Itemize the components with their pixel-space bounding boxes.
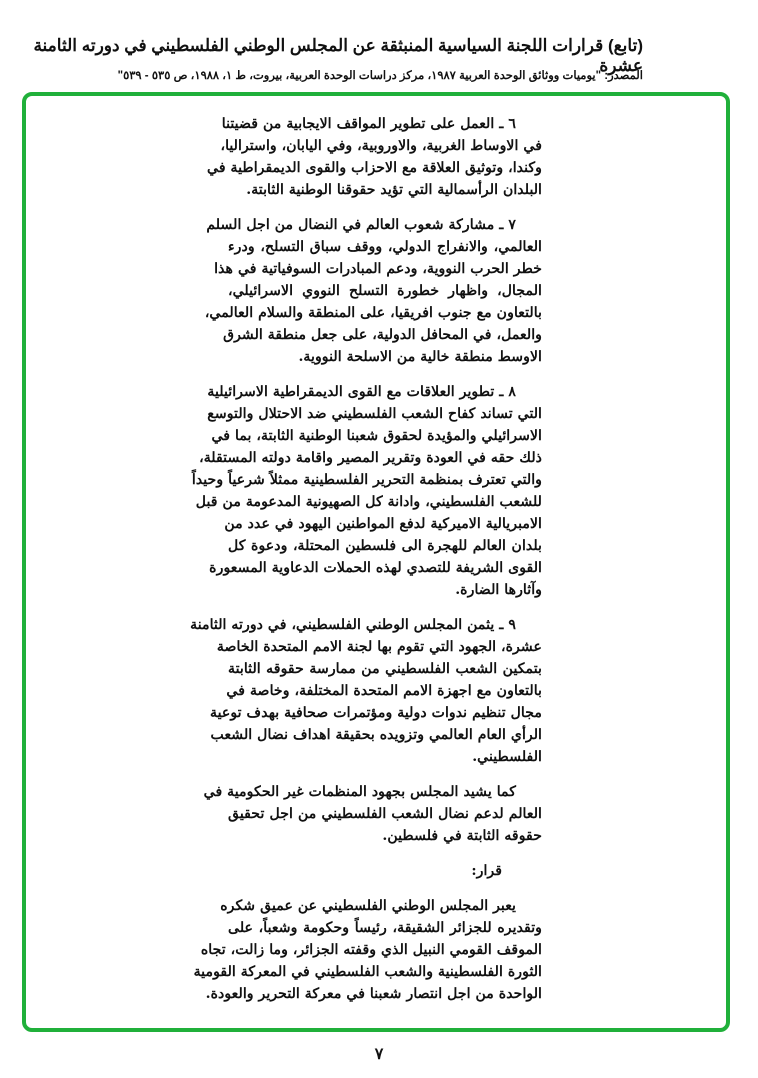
- text-line: ٧ ـ مشاركة شعوب العالم في النضال من اجل السلم: [206, 217, 516, 233]
- text-line: وتقديره للجزائر الشقيقة، رئيساً وحكومة وشعباً، على: [228, 920, 542, 936]
- text-line: الثورة الفلسطينية والشعب الفلسطيني في المعركة القومية: [193, 964, 542, 980]
- text-line: والتي تعترف بمنظمة التحرير الفلسطينية ممثلاً شرعياً وحيداً: [191, 472, 542, 488]
- text-line: البلدان الرأسمالية التي تؤيد حقوقنا الوطنية الثابتة.: [246, 182, 542, 198]
- text-line: وآثارها الضارة.: [455, 582, 542, 598]
- text-line: للشعب الفلسطيني، وادانة كل الصهيونية المدعومة من قبل: [195, 494, 542, 510]
- text-line: خطر الحرب النووية، ودعم المبادرات السوفياتية في هذا: [214, 261, 542, 277]
- resolution-heading: قرار:: [471, 863, 502, 879]
- text-line: الاوسط منطقة خالية من الاسلحة النووية.: [298, 349, 542, 365]
- text-line: القوى الشريفة للتصدي لهذه الحملات الدعاوية المسعورة: [209, 560, 542, 576]
- text-line: التي تساند كفاح الشعب الفلسطيني ضد الاحتلال والتوسع: [207, 406, 542, 422]
- page-number: ٧: [374, 1046, 384, 1063]
- text-line: الامبريالية الاميركية لدفع المواطنين اليهود في عدد من: [224, 516, 542, 532]
- paragraph: [204, 214, 542, 368]
- paragraph: [190, 614, 542, 768]
- text-line: العالمي، والانفراج الدولي، ووقف سباق التسلح، ودرء: [228, 239, 542, 255]
- paragraph: [203, 781, 542, 847]
- text-line: كما يشيد المجلس بجهود المنظمات غير الحكومية في: [203, 784, 516, 800]
- text-line: ٩ ـ يثمن المجلس الوطني الفلسطيني، في دورته الثامنة: [190, 617, 516, 633]
- text-line: الفلسطيني.: [472, 749, 542, 765]
- document-source: المصدر: "يوميات ووثائق الوحدة العربية ١٩٨٧، مركز دراسات الوحدة العربية، بيروت، ط ١، ١٩٨٨، ص ٥٣٥ - ٥٣٩": [117, 70, 643, 82]
- text-line: يعبر المجلس الوطني الفلسطيني عن عميق شكره: [220, 898, 516, 914]
- text-line: ٨ ـ تطوير العلاقات مع القوى الديمقراطية الاسرائيلية: [207, 384, 516, 400]
- text-line: الرأي العام العالمي وتزويده بحقيقة اهداف نضال الشعب: [210, 727, 542, 743]
- resolution-paragraph: [193, 895, 542, 1005]
- text-line: عشرة، الجهود التي تقوم بها لجنة الامم المتحدة الخاصة: [216, 639, 542, 655]
- text-line: بلدان العالم للهجرة الى فلسطين المحتلة، ودعوة كل: [228, 538, 542, 554]
- text-line: ذلك حقه في العودة وتقرير المصير واقامة دولته المستقلة،: [199, 450, 542, 466]
- text-line: والعمل، في المحافل الدولية، على جعل منطقة الشرق: [223, 327, 542, 343]
- text-line: في الاوساط الغربية، والاوروبية، وفي اليابان، واستراليا،: [220, 138, 542, 154]
- text-line: المجال، واظهار خطورة التسلح النووي الاسرائيلي،: [228, 283, 542, 299]
- paragraph: [191, 381, 542, 601]
- text-line: الواحدة من اجل انتصار شعبنا في معركة التحرير والعودة.: [205, 986, 542, 1002]
- text-line: الموقف القومي النبيل الذي وقفته الجزائر، وما زالت، تجاه: [200, 942, 542, 958]
- text-line: مجال تنظيم ندوات دولية ومؤتمرات صحافية بهدف توعية: [209, 705, 542, 721]
- text-line: بتمكين الشعب الفلسطيني من ممارسة حقوقه الثابتة: [228, 661, 542, 677]
- body-text: [190, 113, 542, 1018]
- document-title: (تابع) قرارات اللجنة السياسية المنبثقة عن المجلس الوطني الفلسطيني في دورته الثامنة عشرة: [33, 36, 643, 75]
- text-line: وكندا، وتوثيق العلاقة مع الاحزاب والقوى الديمقراطية في: [207, 160, 542, 176]
- text-line: العالم لدعم نضال الشعب الفلسطيني من اجل تحقيق: [228, 806, 542, 822]
- text-line: حقوقه الثابتة في فلسطين.: [382, 828, 542, 844]
- text-line: الاسرائيلي والمؤيدة لحقوق شعبنا الوطنية الثابتة، بما في: [211, 428, 542, 444]
- text-line: ٦ ـ العمل على تطوير المواقف الايجابية من قضيتنا: [221, 116, 516, 132]
- paragraph: [207, 113, 542, 201]
- text-line: بالتعاون مع جنوب افريقيا، على المنطقة والسلام العالمي،: [204, 305, 542, 321]
- text-line: بالتعاون مع اجهزة الامم المتحدة المختلفة، وخاصة في: [226, 683, 542, 699]
